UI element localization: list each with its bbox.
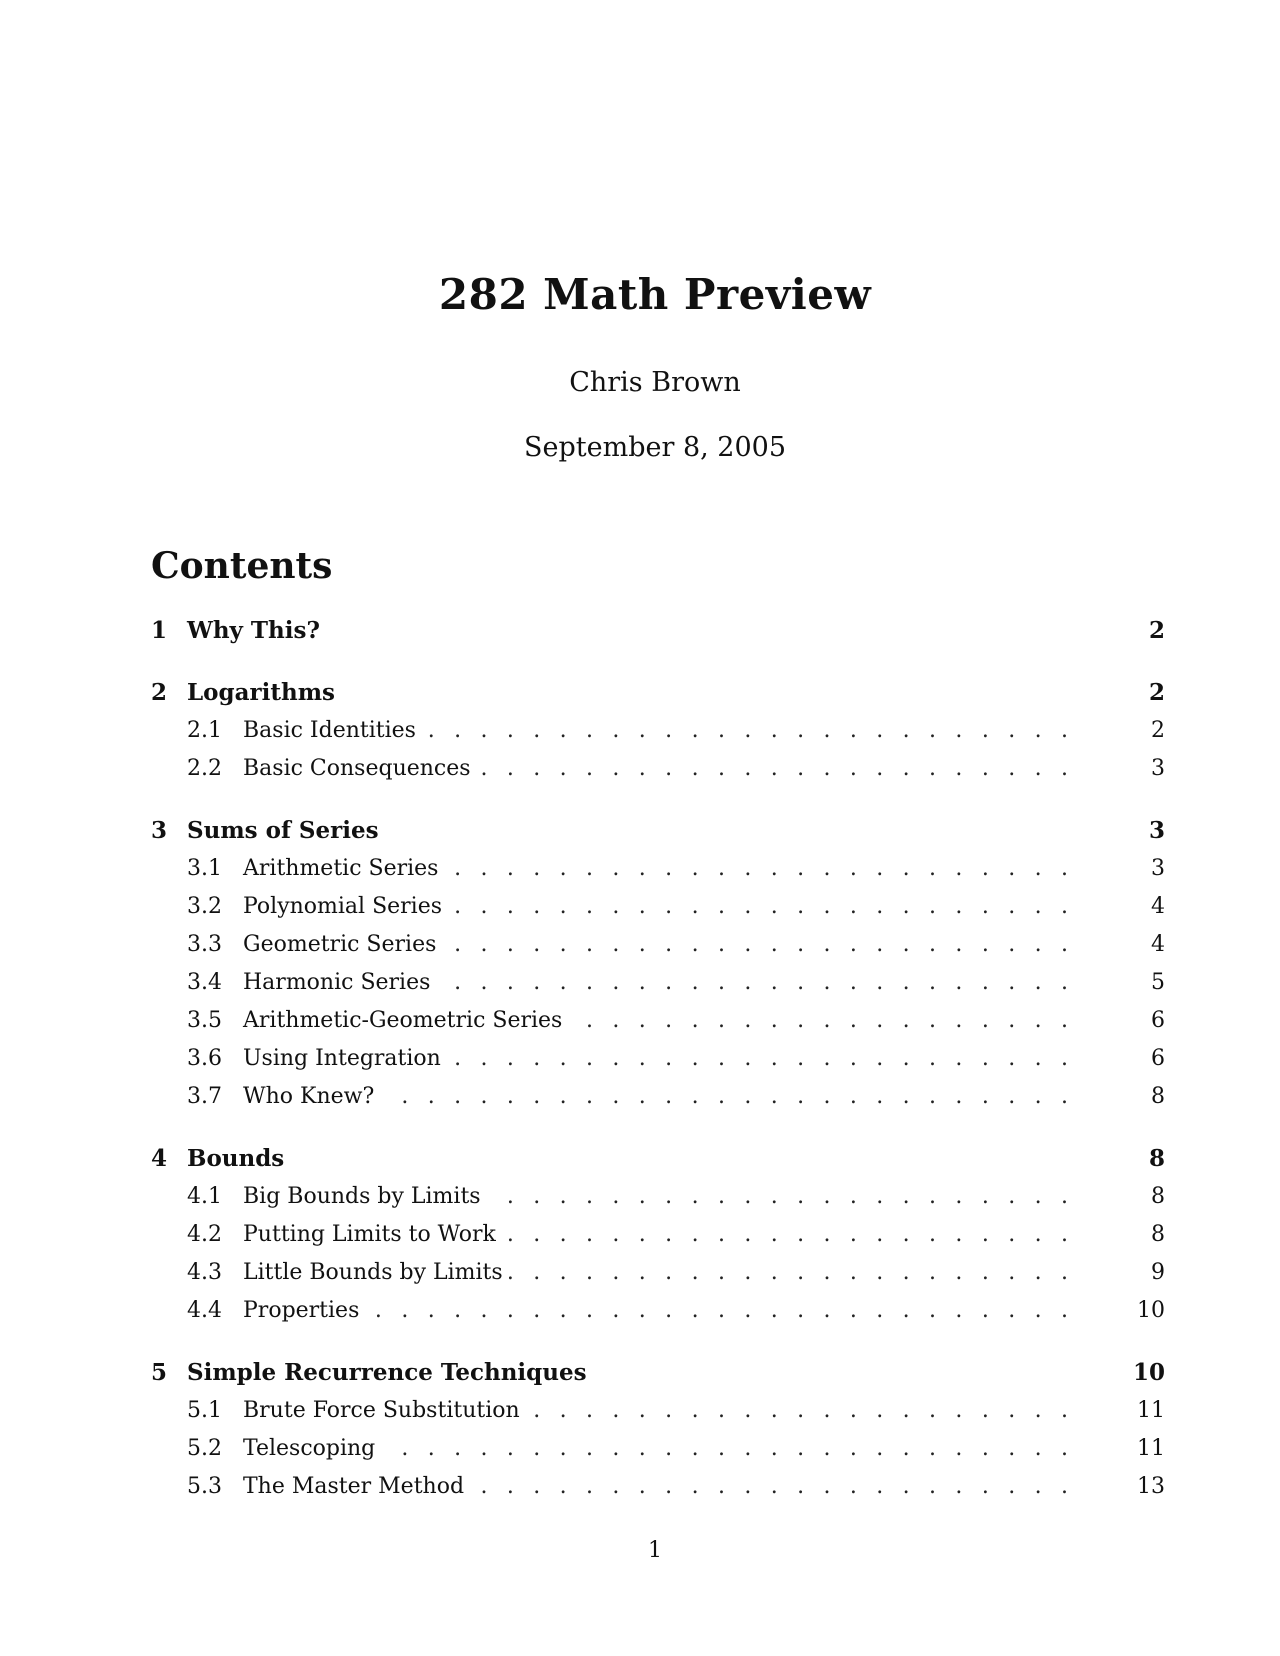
toc-subsection-title: Putting Limits to Work <box>243 1216 502 1254</box>
toc-subsection-title: The Master Method <box>243 1468 470 1506</box>
toc-subsection-number: 5.1 <box>187 1398 222 1423</box>
toc-subsection-number: 4.4 <box>187 1298 222 1323</box>
toc-section-number: 3 <box>151 817 168 844</box>
toc-subsection-number: 4.3 <box>187 1260 222 1285</box>
toc-subsection-page: 10 <box>1137 1298 1165 1323</box>
toc-subsection-entry[interactable] <box>151 750 1165 788</box>
document-author: Chris Brown <box>569 367 741 398</box>
toc-subsection-title: Properties <box>243 1292 365 1330</box>
toc-subsection-title: Basic Identities <box>243 712 422 750</box>
toc-subsection-entry[interactable] <box>151 712 1165 750</box>
toc-subsection-number: 3.7 <box>187 1084 222 1109</box>
toc-subsection-page: 11 <box>1137 1436 1165 1461</box>
page-number: 1 <box>648 1538 662 1563</box>
toc-dot-leader <box>243 1292 1087 1330</box>
toc-section-entry[interactable] <box>151 1140 1165 1178</box>
toc-subsection-page: 9 <box>1151 1260 1165 1285</box>
toc-subsection-entry[interactable] <box>151 1178 1165 1216</box>
toc-subsection-page: 4 <box>1151 932 1165 957</box>
toc-subsection-entry[interactable] <box>151 1468 1165 1506</box>
toc-subsection-page: 6 <box>1151 1008 1165 1033</box>
toc-subsection-title: Big Bounds by Limits <box>243 1178 487 1216</box>
toc-section-page: 3 <box>1148 817 1165 844</box>
toc-subsection-title: Polynomial Series <box>243 888 448 926</box>
toc-subsection-entry[interactable] <box>151 926 1165 964</box>
toc-subsection-entry[interactable] <box>151 1392 1165 1430</box>
toc-subsection-title: Telescoping <box>243 1430 381 1468</box>
toc-section <box>151 1140 1165 1330</box>
toc-subsection-entry[interactable] <box>151 964 1165 1002</box>
document-title: 282 Math Preview <box>438 270 872 319</box>
toc-subsection-number: 3.6 <box>187 1046 222 1071</box>
toc-subsection-title: Brute Force Substitution <box>243 1392 526 1430</box>
toc-subsection-number: 3.2 <box>187 894 222 919</box>
toc-section-number: 4 <box>151 1145 168 1172</box>
toc-subsection-page: 4 <box>1151 894 1165 919</box>
document-date: September 8, 2005 <box>524 432 786 463</box>
toc-subsection-entry[interactable] <box>151 1216 1165 1254</box>
toc-subsection-title: Arithmetic Series <box>243 850 444 888</box>
toc-section-number: 5 <box>151 1359 168 1386</box>
toc-section-title: Bounds <box>187 1145 285 1172</box>
toc-section-number: 2 <box>151 679 168 706</box>
toc-subsection-entry[interactable] <box>151 1254 1165 1292</box>
toc-subsection-entry[interactable] <box>151 888 1165 926</box>
toc-subsection-title: Geometric Series <box>243 926 442 964</box>
toc-section-title: Why This? <box>187 617 320 644</box>
table-of-contents <box>151 612 1165 1530</box>
toc-section-entry[interactable] <box>151 812 1165 850</box>
toc-subsection-entry[interactable] <box>151 1040 1165 1078</box>
toc-subsection-number: 5.2 <box>187 1436 222 1461</box>
toc-section <box>151 812 1165 1116</box>
toc-section-page: 2 <box>1148 617 1165 644</box>
toc-section-entry[interactable] <box>151 674 1165 712</box>
contents-heading: Contents <box>151 545 333 587</box>
toc-subsection-number: 2.1 <box>187 718 222 743</box>
toc-section-title: Simple Recurrence Techniques <box>187 1359 587 1386</box>
toc-subsection-page: 2 <box>1151 718 1165 743</box>
toc-subsection-title: Arithmetic-Geometric Series <box>243 1002 568 1040</box>
toc-subsection-number: 3.5 <box>187 1008 222 1033</box>
toc-subsection-entry[interactable] <box>151 1002 1165 1040</box>
toc-subsection-page: 5 <box>1151 970 1165 995</box>
toc-subsection-page: 8 <box>1151 1084 1165 1109</box>
toc-subsection-title: Harmonic Series <box>243 964 436 1002</box>
toc-subsection-title: Who Knew? <box>243 1078 380 1116</box>
toc-subsection-page: 13 <box>1137 1474 1165 1499</box>
toc-subsection-page: 8 <box>1151 1184 1165 1209</box>
toc-section-entry[interactable] <box>151 1354 1165 1392</box>
toc-subsection-page: 6 <box>1151 1046 1165 1071</box>
toc-subsection-entry[interactable] <box>151 1430 1165 1468</box>
toc-subsection-number: 4.2 <box>187 1222 222 1247</box>
toc-subsection-page: 3 <box>1151 856 1165 881</box>
toc-section-page: 8 <box>1148 1145 1165 1172</box>
toc-section-title: Logarithms <box>187 679 335 706</box>
toc-subsection-entry[interactable] <box>151 1292 1165 1330</box>
toc-subsection-page: 11 <box>1137 1398 1165 1423</box>
toc-section <box>151 1354 1165 1506</box>
toc-section-page: 10 <box>1132 1359 1165 1386</box>
toc-subsection-page: 3 <box>1151 756 1165 781</box>
toc-section <box>151 674 1165 788</box>
toc-subsection-page: 8 <box>1151 1222 1165 1247</box>
toc-section-page: 2 <box>1148 679 1165 706</box>
toc-subsection-number: 2.2 <box>187 756 222 781</box>
toc-subsection-entry[interactable] <box>151 1078 1165 1116</box>
toc-subsection-number: 3.4 <box>187 970 222 995</box>
toc-section-title: Sums of Series <box>187 817 379 844</box>
toc-section-number: 1 <box>151 617 168 644</box>
toc-subsection-number: 3.3 <box>187 932 222 957</box>
toc-subsection-entry[interactable] <box>151 850 1165 888</box>
toc-subsection-title: Little Bounds by Limits <box>243 1254 509 1292</box>
toc-subsection-title: Using Integration <box>243 1040 447 1078</box>
toc-subsection-number: 4.1 <box>187 1184 222 1209</box>
toc-section-entry[interactable] <box>151 612 1165 650</box>
toc-subsection-title: Basic Consequences <box>243 750 477 788</box>
toc-subsection-number: 3.1 <box>187 856 222 881</box>
toc-section <box>151 612 1165 650</box>
toc-subsection-number: 5.3 <box>187 1474 222 1499</box>
